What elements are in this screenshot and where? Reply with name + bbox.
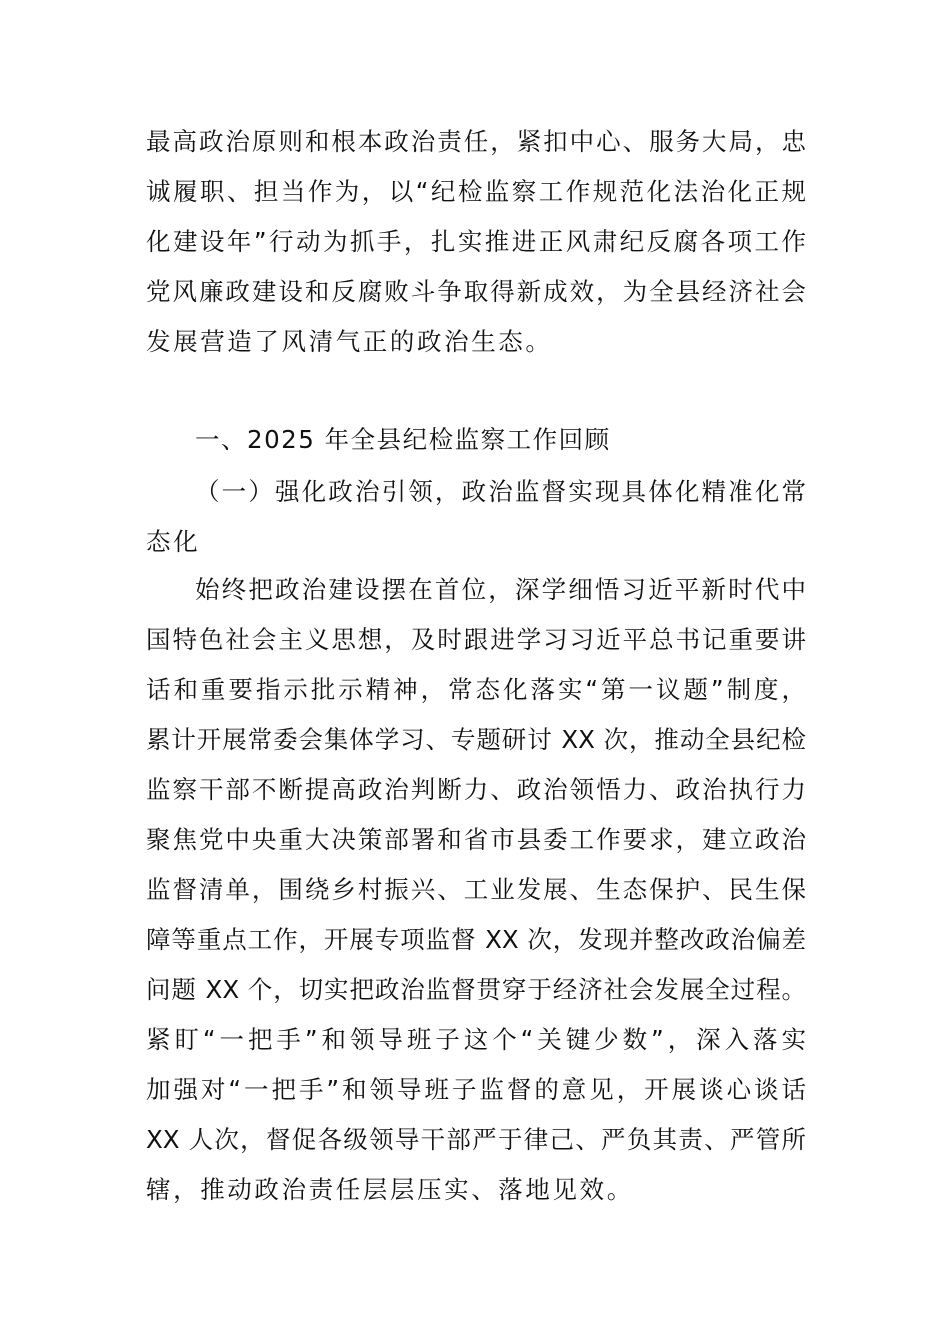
intro-line-4: 党风廉政建设和反腐败斗争取得新成效，为全县经济社会 — [146, 277, 806, 306]
body-line-5: 监察干部不断提高政治判断力、政治领悟力、政治执行力 — [146, 775, 806, 804]
body-line-11: 加强对“一把手”和领导班子监督的意见，开展谈心谈话 — [146, 1075, 806, 1104]
subsection-heading-line-1: （一）强化政治引领，政治监督实现具体化精准化常 — [195, 477, 806, 506]
intro-line-2: 诚履职、担当作为，以“纪检监察工作规范化法治化正规 — [146, 177, 806, 206]
body-line-2: 国特色社会主义思想，及时跟进学习习近平总书记重要讲 — [146, 625, 806, 654]
intro-line-3: 化建设年”行动为抓手，扎实推进正风肃纪反腐各项工作 — [146, 227, 806, 256]
body-line-12: XX 人次，督促各级领导干部严于律己、严负其责、严管所 — [146, 1125, 806, 1154]
body-line-7: 监督清单，围绕乡村振兴、工业发展、生态保护、民生保 — [146, 875, 806, 904]
intro-line-1: 最高政治原则和根本政治责任，紧扣中心、服务大局，忠 — [146, 127, 806, 156]
body-line-3: 话和重要指示批示精神，常态化落实“第一议题”制度， — [146, 675, 806, 704]
body-line-9: 问题 XX 个，切实把政治监督贯穿于经济社会发展全过程。 — [146, 975, 806, 1004]
body-line-10: 紧盯“一把手”和领导班子这个“关键少数”，深入落实 — [146, 1025, 806, 1054]
body-line-6: 聚焦党中央重大决策部署和省市县委工作要求，建立政治 — [146, 825, 806, 854]
body-line-4: 累计开展常委会集体学习、专题研讨 XX 次，推动全县纪检 — [146, 725, 806, 754]
subsection-heading-line-2: 态化 — [146, 527, 201, 556]
body-line-1: 始终把政治建设摆在首位，深学细悟习近平新时代中 — [195, 575, 806, 604]
intro-line-5: 发展营造了风清气正的政治生态。 — [146, 327, 553, 356]
body-line-13: 辖，推动政治责任层层压实、落地见效。 — [146, 1175, 634, 1204]
body-line-8: 障等重点工作，开展专项监督 XX 次，发现并整改政治偏差 — [146, 925, 806, 954]
section-heading: 一、2025 年全县纪检监察工作回顾 — [195, 425, 611, 454]
